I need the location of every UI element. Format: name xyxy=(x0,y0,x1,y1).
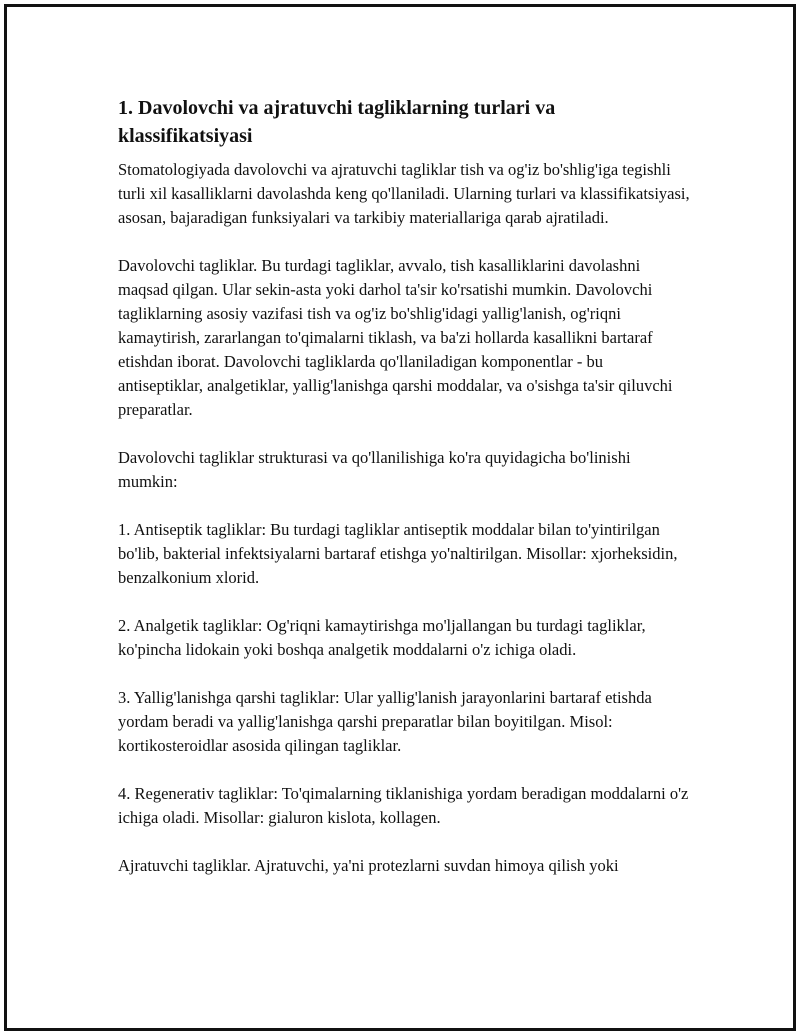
section-heading: 1. Davolovchi va ajratuvchi tagliklarning turlari va klassifikatsiyasi xyxy=(118,97,556,147)
list-item-analgesic: 2. Analgetik tagliklar: Og'riqni kamaytirishga mo'ljallangan bu turdagi tagliklar, ko'pincha lidokain yoki boshqa analgetik moddalarni o'z ichiga oladi. xyxy=(118,616,646,659)
list-item-antiseptic: 1. Antiseptik tagliklar: Bu turdagi tagliklar antiseptik moddalar bilan to'yintirilgan bo'lib, bakterial infektsiyalarni bartaraf etishga yo'naltirilgan. Misollar: xjorheksidin, benzalkonium xlorid. xyxy=(118,520,678,587)
document-body xyxy=(118,94,690,902)
treatment-liners-paragraph: Davolovchi tagliklar. Bu turdagi tagliklar, avvalo, tish kasalliklarini davolashni maqsad qilgan. Ular sekin-asta yoki darhol ta'sir ko'rsatishi mumkin. Davolovchi tagliklarning asosiy vazifasi tish va og'iz bo'shlig'idagi yallig'lanish, og'riqni kamaytirish, zararlangan to'qimalarni tiklash, va ba'zi hollarda kasallikni bartaraf etishdan iborat. Davolovchi tagliklarda qo'llaniladigan komponentlar - bu antiseptiklar, analgetiklar, yallig'lanishga qarshi moddalar, va o'sishga ta'sir qiluvchi preparatlar. xyxy=(118,256,673,419)
classification-intro-paragraph: Davolovchi tagliklar strukturasi va qo'llanilishiga ko'ra quyidagicha bo'linishi mumkin: xyxy=(118,448,631,491)
insulating-liners-paragraph: Ajratuvchi tagliklar. Ajratuvchi, ya'ni protezlarni suvdan himoya qilish yoki xyxy=(118,856,619,875)
list-item-regenerative: 4. Regenerativ tagliklar: To'qimalarning tiklanishiga yordam beradigan moddalarni o'z ichiga oladi. Misollar: gialuron kislota, kollagen. xyxy=(118,784,689,827)
list-item-anti-inflammatory: 3. Yallig'lanishga qarshi tagliklar: Ular yallig'lanish jarayonlarini bartaraf etishda yordam beradi va yallig'lanishga qarshi preparatlar bilan boyitilgan. Misol: kortikosteroidlar asosida qilingan tagliklar. xyxy=(118,688,652,755)
intro-paragraph: Stomatologiyada davolovchi va ajratuvchi tagliklar tish va og'iz bo'shlig'iga tegishli turli xil kasalliklarni davolashda keng qo'llaniladi. Ularning turlari va klassifikatsiyasi, asosan, bajaradigan funksiyalari va tarkibiy materiallariga qarab ajratiladi. xyxy=(118,160,690,227)
